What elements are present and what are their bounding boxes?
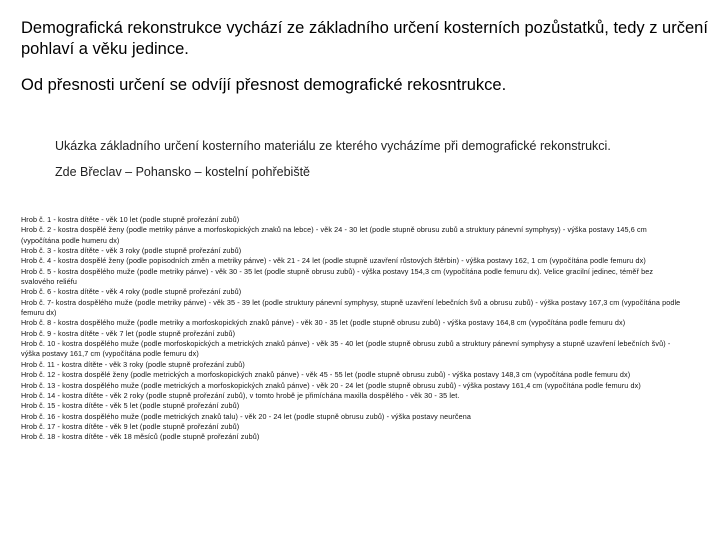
grave-record-17: Hrob č. 17 - kostra dítěte - věk 9 let (podle stupně prořezání zubů) bbox=[21, 421, 240, 431]
grave-record-1: Hrob č. 1 - kostra dítěte - věk 10 let (podle stupně prořezání zubů) bbox=[21, 215, 240, 224]
grave-record-5: Hrob č. 5 - kostra dospělého muže (podle metriky pánve) - věk 30 - 35 let (podle stupně obrusu zubů) - výška postavy 154,3 cm (vypočítána podle femuru dx). Velice gracilní jedinec, téměř bez svalového reliéfu bbox=[21, 266, 654, 287]
grave-record-13: Hrob č. 13 - kostra dospělého muže (podle metrických a morfoskopických znaků pánve) - věk 20 - 24 let (podle stupně obrusu zubů) - výška postavy 161,4 cm (vypočítána podle femuru dx) bbox=[21, 380, 641, 390]
grave-record-6: Hrob č. 6 - kostra dítěte - věk 4 roky (podle stupně prořezání zubů) bbox=[21, 287, 242, 297]
grave-record-2: Hrob č. 2 - kostra dospělé ženy (podle metriky pánve a morfoskopických znaků na lebce) - věk 24 - 30 let (podle stupně obrusu zubů a struktury pánevní symphysy) - výška postavy 145,6 cm (vypočítána podle humeru dx) bbox=[21, 225, 647, 245]
intro-paragraph-2: Od přesnosti určení se odvíjí přesnost demografické rekosntrukce. bbox=[21, 76, 507, 94]
grave-record-7: Hrob č. 7- kostra dospělého muže (podle metriky pánve) - věk 35 - 39 let (podle struktury pánevní symphysy, stupně uzavření lebečních švů a obrusu zubů) - výška postavy 167,3 cm (vypočítána podle femuru dx) bbox=[21, 297, 681, 318]
grave-record-14: Hrob č. 14 - kostra dítěte - věk 2 roky (podle stupně prořezání zubů), v tomto hrobě je přimíchána maxilla dospělého - věk 30 - 35 let. bbox=[21, 390, 460, 400]
grave-record-8: Hrob č. 8 - kostra dospělého muže (podle metriky a morfoskopických znaků pánve) - věk 30 - 35 let (podle stupně obrusu zubů) - výška postavy 164,8 cm (vypočítána podle femuru dx) bbox=[21, 318, 626, 328]
grave-record-12: Hrob č. 12 - kostra dospělé ženy (podle metrických a morfoskopických znaků pánve) - věk 45 - 55 let (podle stupně obrusu zubů) - výška postavy 148,3 cm (vypočítána podle femuru dx) bbox=[21, 370, 631, 380]
intro-paragraph-1: Demografická rekonstrukce vychází ze základního určení kosterních pozůstatků, tedy z určení pohlaví a věku jedince. bbox=[21, 19, 708, 58]
sample-caption: Ukázka základního určení kosterního materiálu ze kterého vycházíme při demografické rekonstrukci. bbox=[55, 139, 611, 153]
grave-record-16: Hrob č. 16 - kostra dospělého muže (podle metrických znaků talu) - věk 20 - 24 let (podle stupně obrusu zubů) - výška postavy neurčena bbox=[21, 411, 471, 421]
grave-record-18: Hrob č. 18 - kostra dítěte - věk 18 měsíců (podle stupně prořezání zubů) bbox=[21, 432, 260, 442]
grave-record-9: Hrob č. 9 - kostra dítěte - věk 7 let (podle stupně prořezání zubů) bbox=[21, 328, 236, 338]
site-name: Zde Břeclav – Pohansko – kostelní pohřebiště bbox=[55, 165, 311, 179]
grave-records-list bbox=[21, 215, 685, 443]
grave-record-4: Hrob č. 4 - kostra dospělé ženy (podle popisodních změn a metriky pánve) - věk 21 - 24 let (podle stupně uzavření růstových štěrbin) - výška postavy 162, 1 cm (vypočítána podle femuru dx) bbox=[21, 256, 646, 266]
grave-record-15: Hrob č. 15 - kostra dítěte - věk 5 let (podle stupně prořezání zubů) bbox=[21, 401, 240, 411]
grave-record-10: Hrob č. 10 - kostra dospělého muže (podle morfoskopických a metrických znaků pánve) - věk 35 - 40 let (podle stupně obrusu zubů a struktury pánevní symphysy a stupně uzavření lebečních švů) - výška postavy 161,7 cm (vypočítána podle femuru dx) bbox=[21, 339, 671, 359]
grave-record-11: Hrob č. 11 - kostra dítěte - věk 3 roky (podle stupně prořezání zubů) bbox=[21, 359, 245, 369]
grave-record-3: Hrob č. 3 - kostra dítěte - věk 3 roky (podle stupně prořezání zubů) bbox=[21, 246, 242, 256]
